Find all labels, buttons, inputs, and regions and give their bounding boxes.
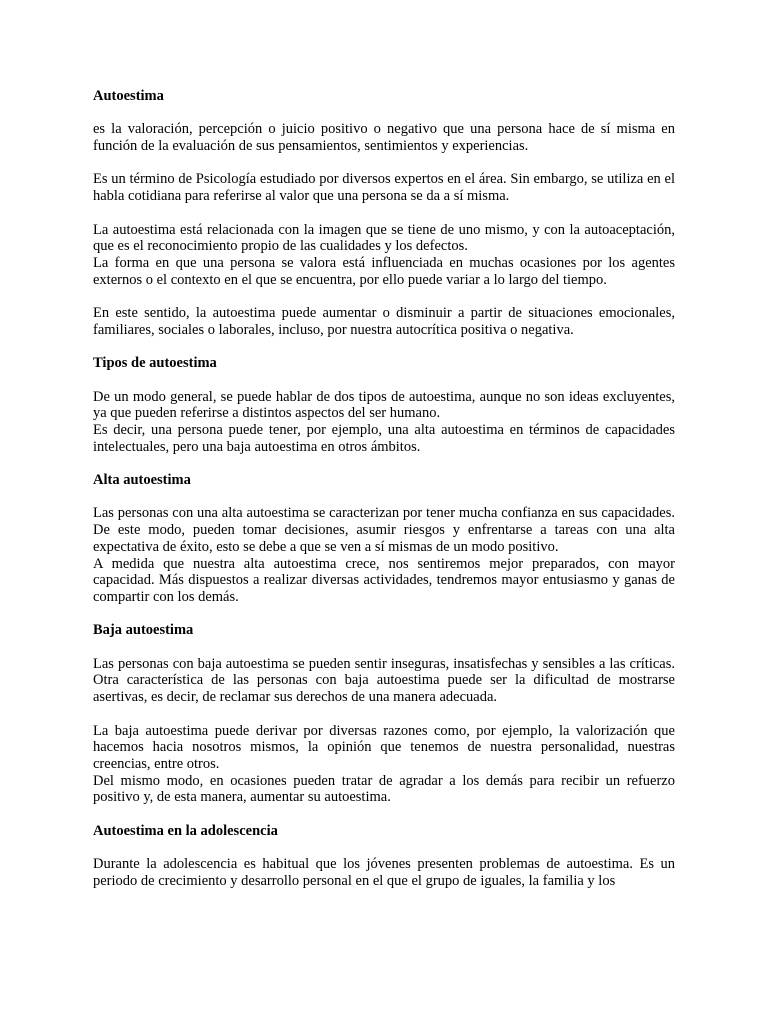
section-heading: Autoestima (93, 88, 164, 104)
paragraph: La forma en que una persona se valora está influenciada en muchas ocasiones por los agentes externos o el contexto en el que se encuentra, por ello puede variar a lo largo del tiempo. (93, 254, 675, 288)
section-tipos-de-autoestima (93, 355, 675, 455)
paragraph: La baja autoestima puede derivar por diversas razones como, por ejemplo, la valorización que hacemos hacia nosotros mismos, la opinión que tenemos de nuestra personalidad, nuestras creencias, entre otros. (93, 722, 675, 772)
paragraph: Es decir, una persona puede tener, por ejemplo, una alta autoestima en términos de capacidades intelectuales, pero una baja autoestima en otros ámbitos. (93, 421, 675, 455)
paragraph: Durante la adolescencia es habitual que los jóvenes presenten problemas de autoestima. Es un periodo de crecimiento y desarrollo personal en el que el grupo de iguales, la familia y los (93, 856, 675, 889)
section-heading: Baja autoestima (93, 622, 194, 639)
paragraph: A medida que nuestra alta autoestima crece, nos sentiremos mejor preparados, con mayor capacidad. Más dispuestos a realizar diversas actividades, tendremos mayor entusiasmo y ganas de compartir con los demás. (93, 555, 675, 605)
paragraph: Del mismo modo, en ocasiones pueden tratar de agradar a los demás para recibir un refuerzo positivo y, de esta manera, aumentar su autoestima. (93, 772, 675, 806)
section-alta-autoestima (93, 472, 675, 606)
section-autoestima-adolescencia (93, 823, 675, 890)
paragraph: Las personas con baja autoestima se pueden sentir inseguras, insatisfechas y sensibles a las críticas. Otra característica de las personas con baja autoestima puede ser la dificultad de mostrarse asertivas, es decir, de reclamar sus derechos de una manera adecuada. (93, 655, 675, 706)
section-heading: Alta autoestima (93, 472, 191, 489)
paragraph: Es un término de Psicología estudiado por diversos expertos en el área. Sin embargo, se utiliza en el habla cotidiana para referirse al valor que una persona se da a sí misma. (93, 171, 675, 205)
paragraph: En este sentido, la autoestima puede aumentar o disminuir a partir de situaciones emocionales, familiares, sociales o laborales, incluso, por nuestra autocrítica positiva o negativa. (93, 305, 675, 338)
paragraph: Las personas con una alta autoestima se caracterizan por tener mucha confianza en sus capacidades. De este modo, pueden tomar decisiones, asumir riesgos y enfrentarse a tareas con una alta expectativa de éxito, esto se debe a que se ven a sí mismas de un modo positivo. (93, 505, 675, 555)
paragraph: La autoestima está relacionada con la imagen que se tiene de uno mismo, y con la autoaceptación, que es el reconocimiento propio de las cualidades y los defectos. (93, 221, 675, 255)
section-heading: Autoestima en la adolescencia (93, 822, 278, 839)
section-autoestima (93, 88, 675, 338)
document-page (93, 88, 675, 890)
section-heading: Tipos de autoestima (93, 355, 217, 372)
section-baja-autoestima (93, 622, 675, 806)
paragraph: es la valoración, percepción o juicio positivo o negativo que una persona hace de sí misma en función de la evaluación de sus pensamientos, sentimientos y experiencias. (93, 121, 675, 155)
paragraph: De un modo general, se puede hablar de dos tipos de autoestima, aunque no son ideas excluyentes, ya que pueden referirse a distintos aspectos del ser humano. (93, 388, 675, 422)
